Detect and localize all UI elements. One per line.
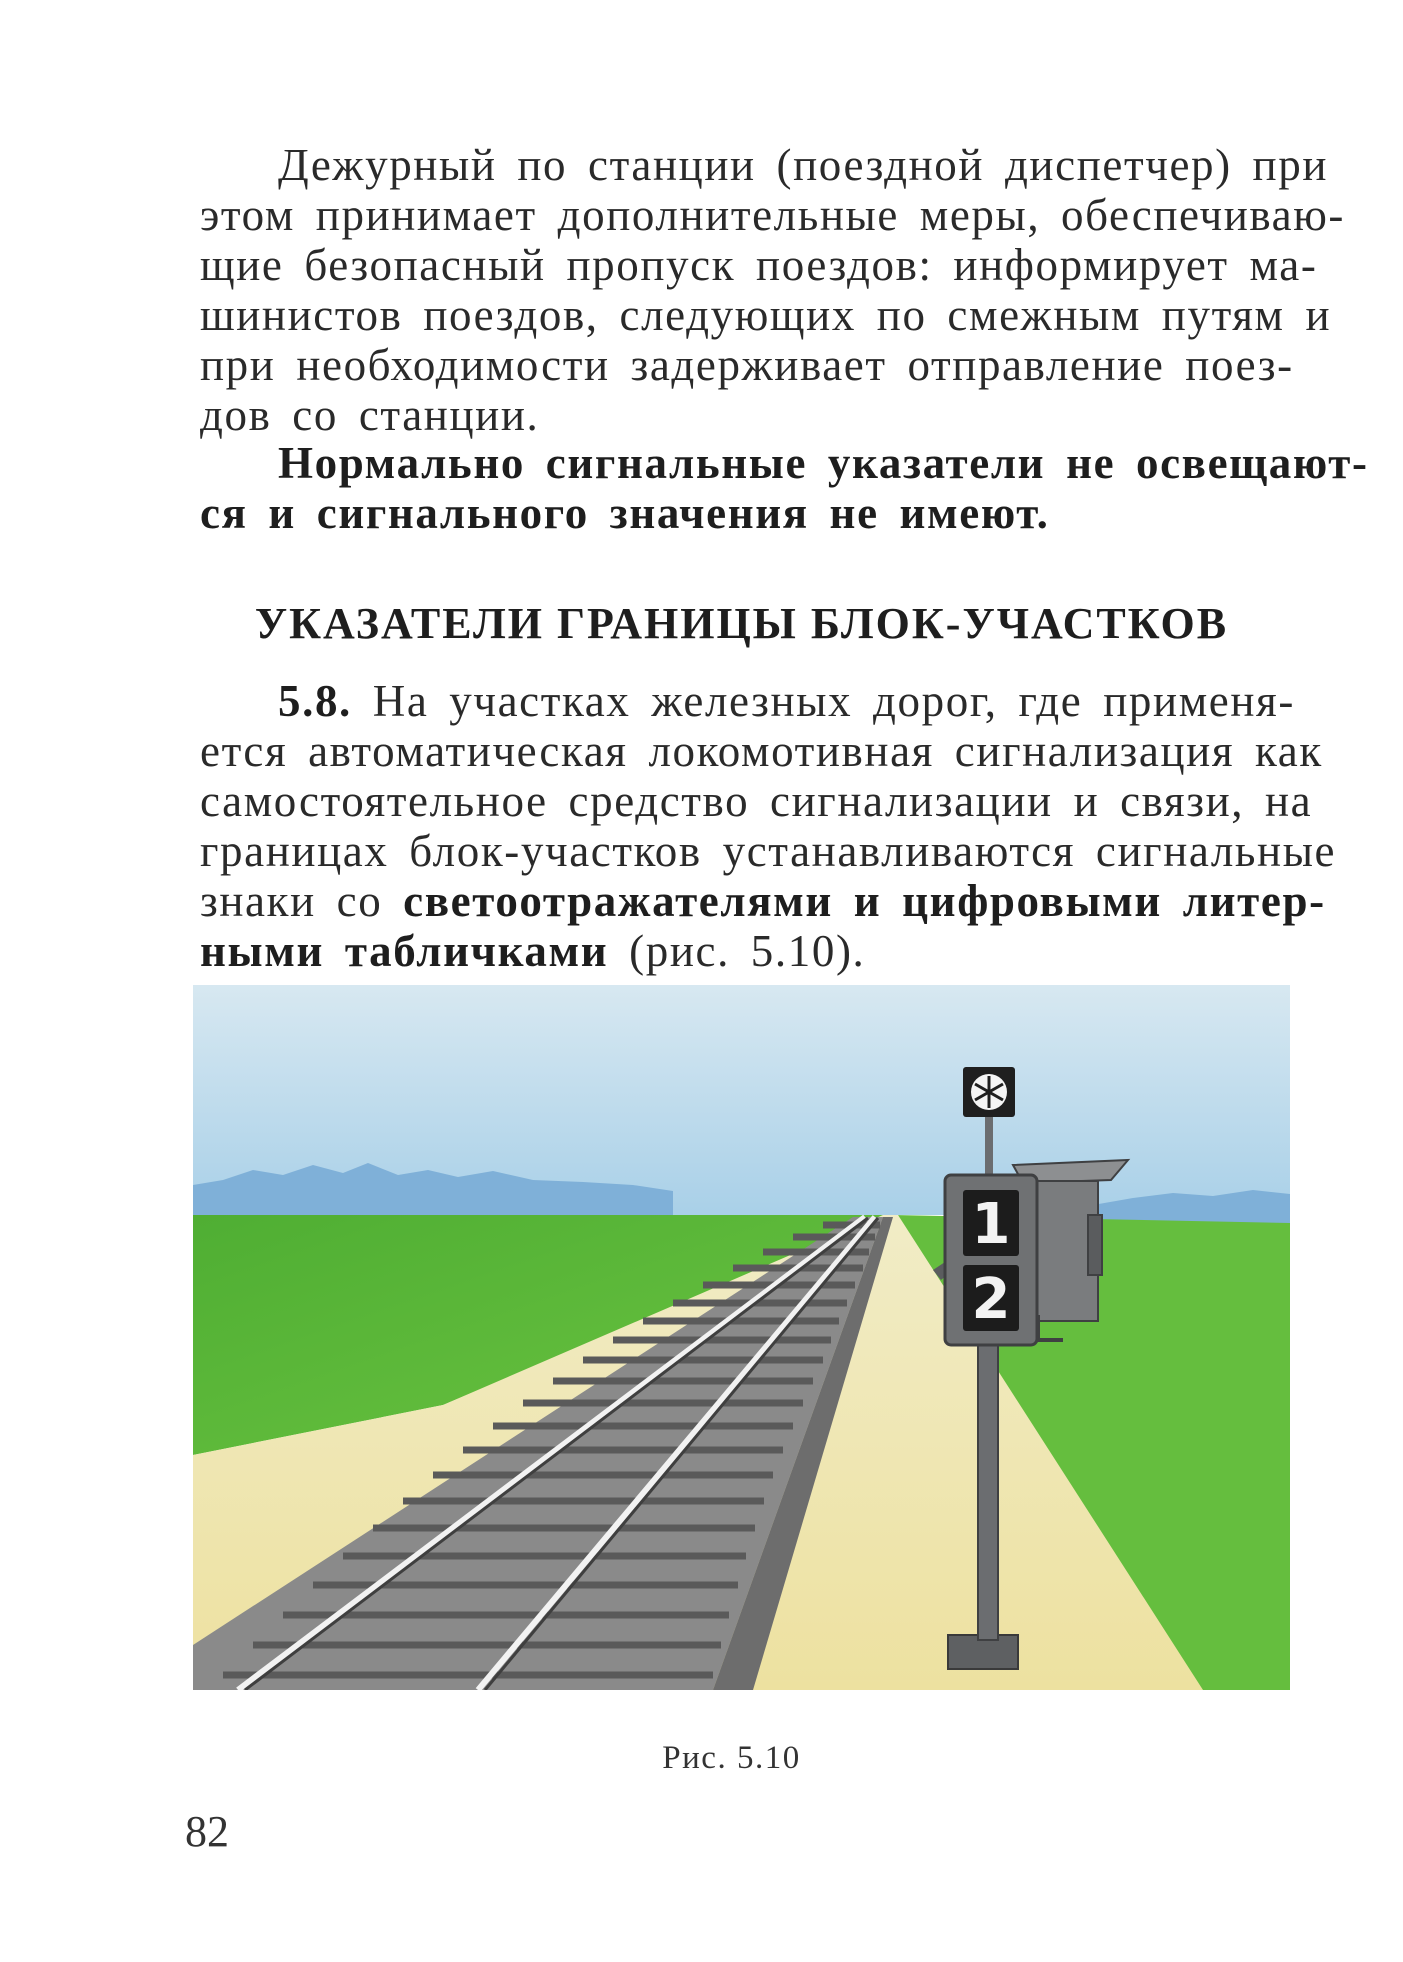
- text-line: дов со станции.: [200, 390, 540, 440]
- text-fragment-bold: ными табличками: [200, 926, 609, 976]
- text-line: [200, 876, 1326, 926]
- text-line: самостоятельное средство сигнализации и связи, на: [200, 776, 1313, 826]
- text-line: Дежурный по станции (поездной диспетчер) при: [278, 140, 1329, 190]
- number-plate-bottom-digit: 2: [971, 1267, 1011, 1332]
- text-line: этом принимает дополнительные меры, обеспечиваю-: [200, 190, 1346, 240]
- text-line: ся и сигнального значения не имеют.: [200, 488, 1050, 538]
- text-line: ется автоматическая локомотивная сигнализация как: [200, 726, 1323, 776]
- text-fragment: знаки со: [200, 876, 404, 926]
- signal-post: [978, 1315, 998, 1640]
- text-line: границах блок-участков устанавливаются сигнальные: [200, 826, 1337, 876]
- signal-top-stem: [985, 1115, 993, 1175]
- text-line: шинистов поездов, следующих по смежным путям и: [200, 290, 1332, 340]
- figure-caption: Рис. 5.10: [662, 1740, 801, 1776]
- text-fragment: На участках железных дорог, где применя-: [351, 676, 1295, 726]
- text-line: щие безопасный пропуск поездов: информирует ма-: [200, 240, 1318, 290]
- railway-block-boundary-illustration: [193, 985, 1290, 1690]
- text-line: Нормально сигнальные указатели не освещают-: [278, 438, 1369, 488]
- paragraph-duty-officer: [200, 140, 1346, 440]
- number-plate-top-digit: 1: [971, 1192, 1011, 1257]
- paragraph-number: 5.8.: [278, 676, 352, 726]
- text-line: [200, 676, 1295, 726]
- text-fragment-bold: светоотражателями и цифровыми литер-: [403, 876, 1326, 926]
- text-line: [200, 926, 1292, 976]
- paragraph-signal-indicators: [200, 438, 1369, 538]
- signal-lamp-side: [1088, 1215, 1102, 1275]
- paragraph-5-8: [200, 676, 1337, 976]
- text-fragment: (рис. 5.10).: [608, 926, 866, 976]
- section-heading: УКАЗАТЕЛИ ГРАНИЦЫ БЛОК-УЧАСТКОВ: [254, 599, 1229, 648]
- text-line: при необходимости задерживает отправление поез-: [200, 340, 1294, 390]
- page-number: 82: [185, 1807, 229, 1856]
